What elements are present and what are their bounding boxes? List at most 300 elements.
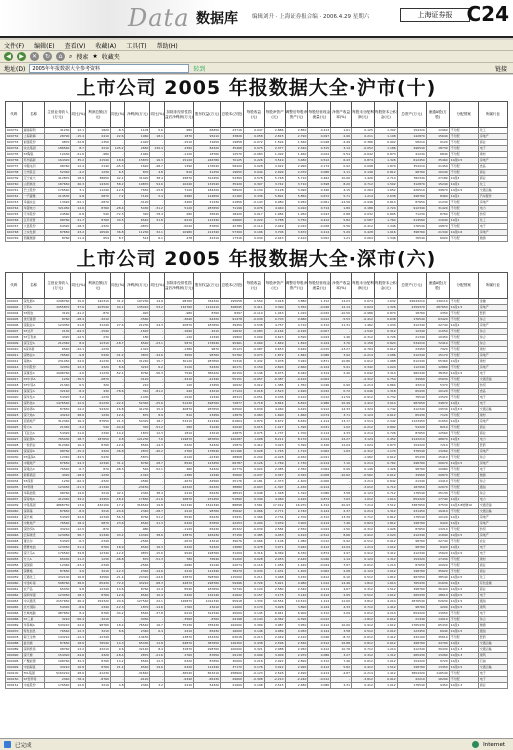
- table-cell: 0.612: [374, 347, 397, 353]
- table-cell: 23450: [194, 413, 221, 419]
- table-cell: 6540: [125, 593, 150, 599]
- table-cell: 0.086: [308, 353, 331, 359]
- table-cell: 21450: [426, 164, 449, 170]
- search-button[interactable]: 搜索: [76, 54, 89, 61]
- table-cell: -920: [125, 311, 150, 317]
- table-cell: 30000: [221, 659, 244, 665]
- table-cell: 0.052: [308, 236, 331, 242]
- table-cell: -2.312: [352, 377, 375, 383]
- table-cell: 2.990: [285, 665, 308, 671]
- table-cell: 1.108: [374, 134, 397, 140]
- table-cell: 540: [86, 425, 111, 431]
- table-cell: 000007: [6, 329, 23, 335]
- table-cell: 987650: [397, 575, 426, 581]
- table-cell: 泛海建设: [22, 533, 45, 539]
- table-cell: 38.4: [150, 491, 165, 497]
- table-cell: -: [110, 224, 125, 230]
- table-cell: 25130: [426, 491, 449, 497]
- table-cell: -: [110, 383, 125, 389]
- table-cell: ST深泰: [22, 479, 45, 485]
- back-icon[interactable]: ◀: [4, 52, 13, 61]
- table-cell: 0.366: [243, 515, 264, 521]
- table-cell: 5.6: [150, 128, 165, 134]
- table-cell: 412340: [397, 551, 426, 557]
- table-cell: 38450: [426, 371, 449, 377]
- table-cell: 176540: [194, 341, 221, 347]
- table-cell: 建筑: [478, 653, 507, 659]
- table-cell: 2760: [164, 653, 193, 659]
- column-header: 每股资本公积金(元): [374, 102, 397, 128]
- table-cell: 0.058: [243, 134, 264, 140]
- table-cell: 3.71: [331, 413, 352, 419]
- table-cell: 982340: [397, 371, 426, 377]
- table-cell: 4.67: [331, 587, 352, 593]
- table-cell: 780: [164, 557, 193, 563]
- table-cell: 0.024: [308, 335, 331, 341]
- table-cell: 0.018: [243, 389, 264, 395]
- forward-icon[interactable]: ▶: [17, 52, 26, 61]
- table-cell: -23.1: [150, 341, 165, 347]
- table-cell: 商业: [478, 176, 507, 182]
- table-cell: 2.886: [264, 128, 285, 134]
- table-cell: -0.214: [352, 383, 375, 389]
- table-cell: 000036: [6, 491, 23, 497]
- table-cell: 000078: [6, 635, 23, 641]
- column-header: 分配预案: [449, 273, 478, 299]
- table-cell: 176540: [397, 683, 426, 689]
- table-cell: 8.4: [71, 611, 86, 617]
- table-cell: 10派1.3: [449, 647, 478, 653]
- menu-file[interactable]: 文件(F): [4, 42, 25, 50]
- table-cell: 11000: [221, 605, 244, 611]
- table-cell: 6210: [164, 611, 193, 617]
- table-cell: -12340: [194, 455, 221, 461]
- table-cell: 87650: [194, 521, 221, 527]
- table-cell: 海王生物: [22, 635, 45, 641]
- table-cell: 12340: [45, 455, 71, 461]
- table-cell: -0.124: [308, 365, 331, 371]
- table-cell: 纺织: [478, 527, 507, 533]
- table-cell: -32.8: [71, 140, 86, 146]
- table-cell: 10派0.5: [449, 605, 478, 611]
- table-cell: -0.164: [264, 329, 285, 335]
- table-cell: 3.140: [285, 593, 308, 599]
- table-cell: 不分配: [449, 317, 478, 323]
- table-cell: 312340: [45, 443, 71, 449]
- table-cell: 870: [125, 557, 150, 563]
- table-cell: 1.764: [374, 218, 397, 224]
- table-cell: -0.312: [308, 515, 331, 521]
- favorites-button[interactable]: 收藏夹: [101, 54, 120, 61]
- table-cell: 12340: [194, 473, 221, 479]
- table-cell: 14010: [426, 617, 449, 623]
- table-cell: 0.214: [308, 671, 331, 677]
- table-cell: 19.8: [150, 503, 165, 509]
- table-cell: 商业: [478, 170, 507, 176]
- table-cell: 3.2: [150, 683, 165, 689]
- table-cell: -5.56: [331, 224, 352, 230]
- table-cell: 深圳机场: [22, 647, 45, 653]
- table-cell: 28.7: [150, 461, 165, 467]
- table-cell: 10派1: [449, 182, 478, 188]
- table-cell: 3210: [86, 509, 111, 515]
- page-number: C24: [466, 2, 509, 26]
- table-cell: 21.3: [110, 419, 125, 425]
- table-cell: 000034: [6, 479, 23, 485]
- table-cell: 1012340: [194, 599, 221, 605]
- table-cell: 176540: [397, 515, 426, 521]
- column-header: 流通A股(万股): [426, 102, 449, 128]
- table-cell: 0.432: [243, 359, 264, 365]
- table-cell: -: [150, 383, 165, 389]
- table-cell: 1.742: [374, 407, 397, 413]
- table-cell: 20670: [426, 461, 449, 467]
- table-cell: 3387650: [397, 503, 426, 509]
- table-cell: 4.312: [308, 503, 331, 509]
- table-cell: 198760: [397, 521, 426, 527]
- table-cell: 1.812: [374, 521, 397, 527]
- table-cell: 154320: [397, 443, 426, 449]
- table-cell: 810: [164, 413, 193, 419]
- table-cell: 000023: [6, 413, 23, 419]
- table-cell: 10.49: [331, 401, 352, 407]
- table-cell: 2.08: [331, 569, 352, 575]
- table-cell: 0.92: [331, 164, 352, 170]
- table-cell: 2140: [86, 164, 111, 170]
- table-cell: 000019: [6, 389, 23, 395]
- table-cell: -1310: [125, 473, 150, 479]
- table-cell: 万科A: [22, 305, 45, 311]
- table-cell: 1.456: [264, 563, 285, 569]
- table-cell: 4.050: [285, 629, 308, 635]
- table-cell: -12.5: [71, 527, 86, 533]
- table-cell: 287650: [194, 206, 221, 212]
- table-cell: 山西焦化: [22, 182, 45, 188]
- table-cell: 000059: [6, 575, 23, 581]
- column-header: 每股收益(元): [243, 273, 264, 299]
- table-cell: 0.032: [308, 389, 331, 395]
- table-cell: -0.603: [243, 485, 264, 491]
- table-cell: 10派1: [449, 623, 478, 629]
- table-cell: 2.350: [285, 467, 308, 473]
- column-header: 同比(%): [71, 273, 86, 299]
- table-cell: 交通运输: [478, 665, 507, 671]
- table-cell: 2870: [125, 653, 150, 659]
- column-header: 净利润(万元): [125, 273, 150, 299]
- refresh-icon[interactable]: ↻: [44, 53, 51, 60]
- table-cell: 6210: [164, 218, 193, 224]
- table-cell: -4.2: [71, 170, 86, 176]
- table-cell: 3.971: [264, 545, 285, 551]
- table-cell: 123450: [194, 461, 221, 467]
- table-cell: 65430: [45, 587, 71, 593]
- table-cell: 412340: [397, 647, 426, 653]
- table-cell: 14.46: [331, 581, 352, 587]
- table-cell: 电子: [478, 395, 507, 401]
- table-cell: 71230: [397, 212, 426, 218]
- table-cell: 15.6: [71, 299, 86, 305]
- table-cell: 房地产: [478, 461, 507, 467]
- table-cell: 1.390: [285, 425, 308, 431]
- table-cell: 43210: [45, 413, 71, 419]
- table-cell: 112340: [194, 569, 221, 575]
- table-cell: 6920: [426, 236, 449, 242]
- table-cell: 1.710: [285, 449, 308, 455]
- table-cell: 98760: [397, 467, 426, 473]
- table-cell: 10派0.3: [449, 683, 478, 689]
- table-cell: 298760: [194, 647, 221, 653]
- table-cell: ST三星: [22, 617, 45, 623]
- table-cell: 12310: [86, 341, 111, 347]
- table-cell: 1230: [45, 479, 71, 485]
- table-cell: -870: [86, 527, 111, 533]
- table-cell: 0.046: [308, 557, 331, 563]
- table-cell: 6840: [426, 152, 449, 158]
- table-cell: -: [110, 563, 125, 569]
- table-cell: 15410: [426, 455, 449, 461]
- table-cell: 21.8: [71, 323, 86, 329]
- table-cell: 0.873: [374, 443, 397, 449]
- table-cell: 000010: [6, 347, 23, 353]
- table-cell: 98760: [45, 647, 71, 653]
- table-cell: 4.8: [150, 170, 165, 176]
- favorites-icon[interactable]: ★: [92, 53, 98, 60]
- table-cell: 143210: [45, 635, 71, 641]
- table-cell: 310: [125, 389, 150, 395]
- table-cell: -6120: [164, 455, 193, 461]
- table-cell: 6.672: [264, 419, 285, 425]
- links-button[interactable]: 链接: [494, 65, 507, 73]
- table-cell: 6.1: [150, 236, 165, 242]
- table-cell: 0.712: [352, 182, 375, 188]
- table-cell: -2560: [125, 539, 150, 545]
- table-cell: 0.612: [374, 473, 397, 479]
- table-cell: 53.2: [150, 305, 165, 311]
- table-cell: 65430: [45, 557, 71, 563]
- table-cell: 5430: [86, 353, 111, 359]
- table-cell: 000058: [6, 569, 23, 575]
- table-cell: 18.4: [110, 623, 125, 629]
- table-cell: 1.614: [374, 497, 397, 503]
- table-cell: 不分配: [449, 395, 478, 401]
- table-cell: 0.612: [308, 575, 331, 581]
- menu-favorites[interactable]: 收藏(A): [95, 42, 117, 50]
- menu-edit[interactable]: 编辑(E): [34, 42, 55, 50]
- table-cell: 31.2: [110, 299, 125, 305]
- table-cell: 000012: [6, 359, 23, 365]
- table-cell: 154320: [397, 557, 426, 563]
- table-cell: 1230: [86, 170, 111, 176]
- table-cell: 1.512: [374, 665, 397, 671]
- table-cell: 412340: [397, 323, 426, 329]
- table-cell: 医药: [478, 635, 507, 641]
- stop-icon[interactable]: ✕: [31, 53, 38, 60]
- table-cell: 0.314: [308, 371, 331, 377]
- table-cell: 88898: [221, 503, 244, 509]
- table-cell: -1.812: [352, 617, 375, 623]
- table-cell: 3.987: [264, 623, 285, 629]
- table-cell: 6.900: [285, 611, 308, 617]
- table-cell: 12.3: [71, 629, 86, 635]
- table-cell: 32.4: [71, 659, 86, 665]
- table-cell: 654: [86, 236, 111, 242]
- table-cell: 10派2: [449, 581, 478, 587]
- table-cell: 0.718: [243, 401, 264, 407]
- table-cell: 34.8: [71, 551, 86, 557]
- table-cell: -1.373: [264, 479, 285, 485]
- menu-help[interactable]: 帮助(H): [156, 42, 178, 50]
- column-header: 所属行业: [478, 273, 507, 299]
- table-cell: 8.4: [150, 647, 165, 653]
- table-cell: 13520: [426, 395, 449, 401]
- table-cell: 320: [125, 212, 150, 218]
- table-cell: 深能源A: [22, 437, 45, 443]
- table-cell: 52340: [45, 170, 71, 176]
- table-cell: 24320: [125, 575, 150, 581]
- table-cell: -: [150, 473, 165, 479]
- table-cell: 西藏旅游: [22, 236, 45, 242]
- table-cell: 11840: [426, 533, 449, 539]
- table-cell: 3.928: [264, 605, 285, 611]
- shanghai-table: [5, 101, 508, 242]
- table-cell: 000021: [6, 401, 23, 407]
- table-cell: 000020: [6, 395, 23, 401]
- table-cell: ST科健: [22, 485, 45, 491]
- table-cell: 0.012: [243, 383, 264, 389]
- table-cell: 31209: [221, 551, 244, 557]
- table-cell: 1.106: [264, 539, 285, 545]
- table-cell: 4.420: [285, 407, 308, 413]
- address-input[interactable]: 2005年年报数据大全参考资料: [29, 64, 189, 73]
- table-cell: 电子: [478, 545, 507, 551]
- table-cell: 电子: [478, 677, 507, 683]
- table-cell: 深深房A: [22, 449, 45, 455]
- table-cell: -14.6: [150, 605, 165, 611]
- table-cell: 000029: [6, 449, 23, 455]
- table-cell: 2.443: [264, 236, 285, 242]
- table-cell: 76540: [194, 557, 221, 563]
- table-cell: -14.6: [150, 569, 165, 575]
- table-cell: 21340: [45, 383, 71, 389]
- table-cell: 21340: [397, 335, 426, 341]
- table-cell: 0.871: [308, 359, 331, 365]
- table-cell: 8760: [426, 212, 449, 218]
- table-cell: 432100: [86, 503, 111, 509]
- table-cell: 不分配: [449, 539, 478, 545]
- table-cell: 0.620: [285, 347, 308, 353]
- table-cell: 22740: [426, 323, 449, 329]
- table-cell: 10450: [426, 335, 449, 341]
- table-cell: 1.214: [308, 599, 331, 605]
- table-cell: 2210: [164, 683, 193, 689]
- table-cell: -6.7: [71, 467, 86, 473]
- table-cell: 20.6: [110, 599, 125, 605]
- table-cell: 深康佳A: [22, 371, 45, 377]
- table-cell: 0.712: [352, 515, 375, 521]
- table-cell: -0.021: [308, 455, 331, 461]
- table-cell: 8760: [86, 593, 111, 599]
- table-cell: 54320: [194, 467, 221, 473]
- table-cell: 10派3: [449, 437, 478, 443]
- menu-bar: [0, 40, 513, 51]
- table-cell: 25322: [221, 527, 244, 533]
- table-cell: -0.143: [243, 200, 264, 206]
- home-icon[interactable]: ⌂: [56, 52, 65, 61]
- table-cell: -12.4: [71, 635, 86, 641]
- table-cell: 0.90: [331, 383, 352, 389]
- table-cell: 16290: [426, 677, 449, 683]
- table-cell: 长城电脑: [22, 611, 45, 617]
- table-cell: 7.46: [331, 521, 352, 527]
- table-cell: 10派0.5: [449, 551, 478, 557]
- table-cell: 65430: [397, 413, 426, 419]
- table-cell: 39450: [221, 323, 244, 329]
- table-cell: 14320: [125, 533, 150, 539]
- table-cell: -36.8: [110, 449, 125, 455]
- column-header: 所属行业: [478, 102, 507, 128]
- table-cell: -: [150, 617, 165, 623]
- table-cell: 87650: [45, 509, 71, 515]
- table-cell: 4.420: [285, 497, 308, 503]
- column-header: 每股资本公积金(元): [374, 273, 397, 299]
- table-cell: 21340: [426, 230, 449, 236]
- table-cell: 1.462: [352, 323, 375, 329]
- table-cell: 电子: [478, 671, 507, 677]
- table-cell: 房地产: [478, 305, 507, 311]
- table-cell: 4.31: [331, 683, 352, 689]
- column-header: 利润总额(万元): [86, 273, 111, 299]
- table-cell: 430: [86, 389, 111, 395]
- table-cell: 11230: [125, 230, 150, 236]
- table-cell: -: [150, 635, 165, 641]
- table-cell: 480: [164, 467, 193, 473]
- table-cell: 28.6: [71, 671, 86, 677]
- menu-view[interactable]: 查看(V): [64, 42, 86, 50]
- table-cell: 3.918: [264, 299, 285, 305]
- table-cell: -15.8: [150, 188, 165, 194]
- table-cell: 3210: [45, 617, 71, 623]
- table-cell: -65430: [194, 677, 221, 683]
- table-cell: -21.4: [110, 575, 125, 581]
- table-cell: 沙河股份: [22, 365, 45, 371]
- table-cell: 0.326: [308, 443, 331, 449]
- table-cell: 10.86: [331, 359, 352, 365]
- table-cell: 2.014: [308, 437, 331, 443]
- table-cell: 87650: [194, 653, 221, 659]
- search-icon[interactable]: ⌕: [69, 52, 73, 60]
- table-cell: -28.4: [110, 206, 125, 212]
- table-cell: 0.312: [352, 587, 375, 593]
- table-cell: 176540: [397, 224, 426, 230]
- table-cell: 16870: [164, 497, 193, 503]
- table-cell: 212340: [194, 230, 221, 236]
- table-cell: 39076: [221, 539, 244, 545]
- table-cell: -: [331, 455, 352, 461]
- table-cell: -0.214: [352, 353, 375, 359]
- table-cell: -0.204: [243, 455, 264, 461]
- table-cell: 苏州高新: [22, 158, 45, 164]
- menu-tools[interactable]: 工具(T): [126, 42, 147, 50]
- table-cell: -52.1: [110, 371, 125, 377]
- table-cell: 42310: [194, 236, 221, 242]
- table-cell: 8760: [86, 545, 111, 551]
- table-cell: -78.4: [150, 212, 165, 218]
- table-cell: 72740: [221, 587, 244, 593]
- table-cell: 12.6: [110, 593, 125, 599]
- go-button[interactable]: 转到: [193, 65, 206, 73]
- column-header: 同比(%): [150, 273, 165, 299]
- page-icon: [4, 741, 11, 748]
